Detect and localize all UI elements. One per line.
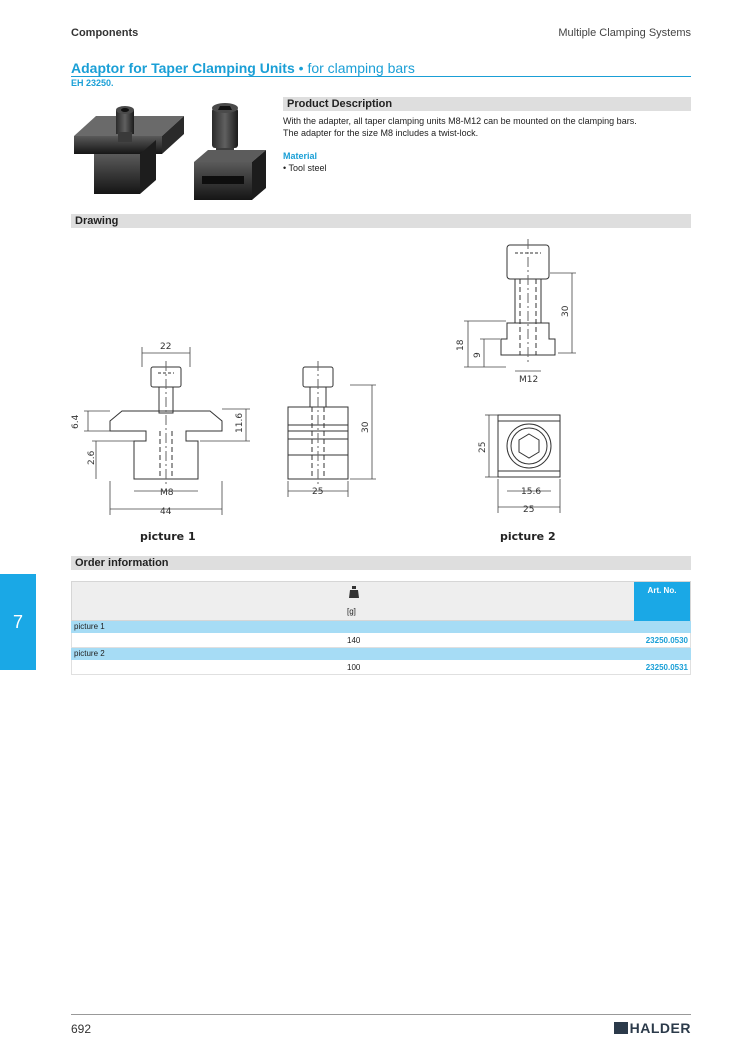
row-weight: 140 — [347, 636, 361, 645]
order-group-picture-2: picture 2 — [71, 648, 691, 660]
material-item: • Tool steel — [283, 163, 327, 173]
table-row[interactable] — [71, 633, 691, 648]
dim-25-plan: 25 — [478, 441, 488, 453]
dim-15-6: 15.6 — [521, 487, 542, 497]
order-table — [71, 581, 691, 675]
adaptor-photo-2 — [194, 103, 266, 200]
halder-logo — [614, 1020, 691, 1036]
logo-text: HALDER — [629, 1020, 691, 1036]
description-heading: Product Description — [283, 97, 691, 111]
row-art-no[interactable]: 23250.0530 — [645, 636, 688, 645]
dim-9: 9 — [473, 352, 483, 358]
picture2-label: picture 2 — [500, 530, 556, 543]
dim-22: 22 — [160, 342, 172, 352]
material-heading: Material — [283, 151, 318, 161]
logo-mark-icon — [614, 1022, 628, 1034]
dim-30-side: 30 — [361, 421, 371, 433]
header-category: Components — [71, 27, 139, 39]
picture2-elevation — [501, 239, 555, 363]
order-heading: Order information — [71, 556, 691, 570]
weight-icon — [349, 586, 359, 598]
table-row[interactable] — [71, 660, 691, 675]
order-group-picture-1: picture 1 — [71, 621, 691, 633]
dim-44: 44 — [160, 507, 172, 517]
dim-25-width: 25 — [523, 505, 535, 515]
header-section: Multiple Clamping Systems — [558, 27, 691, 39]
picture2-plan-view — [498, 415, 560, 477]
dim-11-6: 11.6 — [235, 412, 245, 433]
picture1-label: picture 1 — [140, 530, 196, 543]
title-divider — [71, 76, 691, 77]
dim-6-4: 6.4 — [71, 414, 81, 429]
dim-30-p2: 30 — [561, 305, 571, 317]
description-line-1: With the adapter, all taper clamping units M8-M12 can be mounted on the clamping bars. — [283, 116, 637, 126]
drawing-heading: Drawing — [71, 214, 691, 228]
product-title-bold: Adaptor for Taper Clamping Units — [71, 60, 295, 76]
picture1-side-view — [288, 361, 348, 485]
description-text — [283, 115, 693, 139]
row-art-no[interactable]: 23250.0531 — [645, 663, 688, 672]
dim-2-6: 2.6 — [87, 450, 97, 465]
product-code: EH 23250. — [71, 78, 114, 88]
product-title-rest: for clamping bars — [307, 60, 415, 76]
technical-drawing — [60, 235, 620, 550]
weight-unit: [g] — [347, 607, 356, 616]
dim-25-side: 25 — [312, 487, 324, 497]
page-number: 692 — [71, 1022, 92, 1036]
product-title — [71, 60, 415, 76]
dim-18: 18 — [456, 339, 466, 351]
picture1-front-view — [110, 361, 222, 485]
description-line-2: The adapter for the size M8 includes a twist-lock. — [283, 128, 479, 138]
product-photo — [66, 96, 276, 206]
footer-divider — [71, 1014, 691, 1015]
chapter-tab: 7 — [0, 574, 36, 670]
order-table-header — [71, 581, 691, 621]
row-weight: 100 — [347, 663, 361, 672]
dim-m12: M12 — [519, 375, 539, 385]
art-no-header: Art. No. — [634, 582, 690, 621]
title-separator: • — [294, 60, 308, 76]
dim-m8: M8 — [160, 488, 174, 498]
adaptor-photo-1 — [74, 106, 184, 194]
